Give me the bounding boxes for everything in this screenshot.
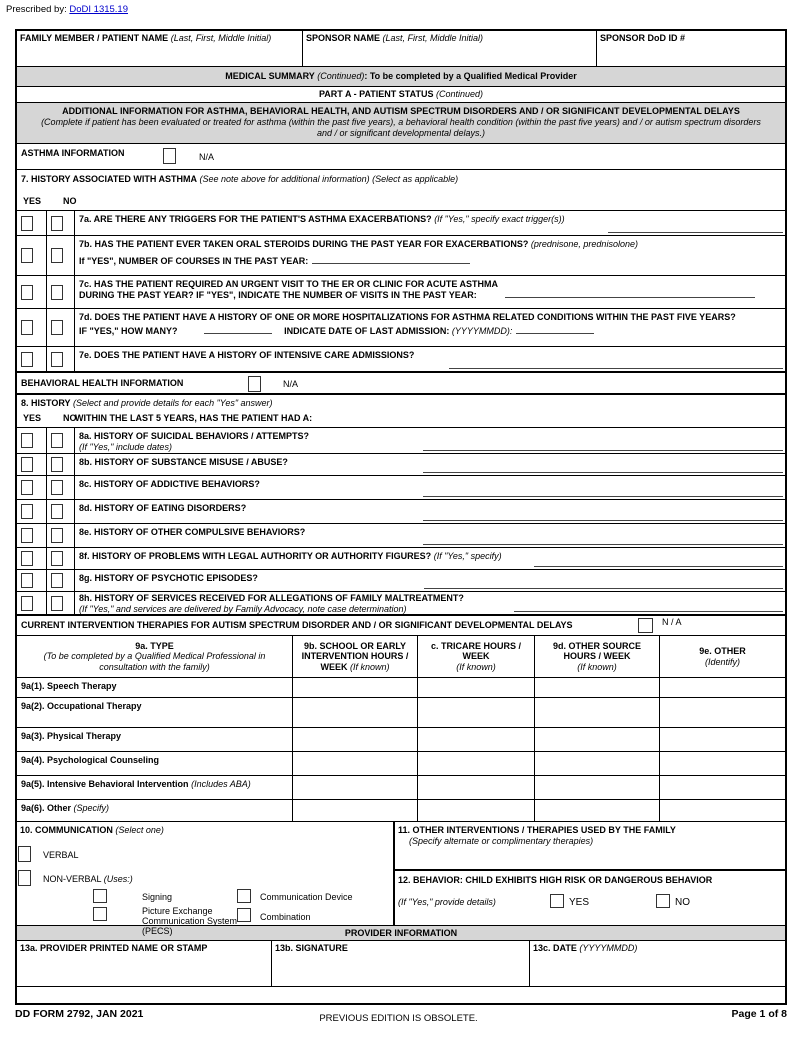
section7-title-hint: (See note above for additional information) (Select as applicable) [199, 174, 459, 184]
question-row-8e [17, 523, 785, 547]
therapy-row-intensive-behavioral: 9a(5). Intensive Behavioral Intervention (Includes ABA) [17, 775, 785, 799]
question-text-8e: 8e. HISTORY OF OTHER COMPULSIVE BEHAVIORS? [75, 524, 785, 547]
section11-other-interventions[interactable] [395, 822, 785, 871]
asthma-na-label: N/A [199, 152, 215, 162]
therapy-label: 9a(1). Speech Therapy [21, 681, 117, 691]
no-checkbox-7d[interactable] [51, 320, 63, 335]
no-checkbox-8b[interactable] [51, 457, 63, 472]
yes-checkbox-8f[interactable] [21, 551, 33, 566]
write-line-8e[interactable] [423, 544, 783, 545]
no-checkbox-8a[interactable] [51, 433, 63, 448]
question-text-8h: 8h. HISTORY OF SERVICES RECEIVED FOR ALLEGATIONS OF FAMILY MALTREATMENT? (If "Yes," and services are delivered by Family Advocacy, note case determination) [75, 592, 785, 614]
yes-cell-8h [17, 592, 47, 614]
yes-cell-7e [17, 347, 47, 371]
question-text-8b: 8b. HISTORY OF SUBSTANCE MISUSE / ABUSE? [75, 454, 785, 475]
yes-cell-8f [17, 548, 47, 569]
question-row-8f [17, 547, 785, 569]
sponsor-dod-id-label: SPONSOR DoD ID # [600, 33, 686, 43]
yes-cell-7c [17, 276, 47, 308]
current-intervention-na-checkbox[interactable] [638, 618, 653, 633]
no-cell-7c [47, 276, 75, 308]
no-checkbox-8e[interactable] [51, 528, 63, 543]
other-identify-cell[interactable] [660, 698, 785, 727]
current-intervention-caption: CURRENT INTERVENTION THERAPIES FOR AUTISM SPECTRUM DISORDER AND / OR SIGNIFICANT DEVELOPMENTAL DELAYS [21, 620, 573, 630]
behavioral-health-row [17, 371, 785, 393]
school-hours-cell[interactable] [293, 800, 418, 821]
verbal-label: VERBAL [43, 850, 79, 860]
additional-information-banner [17, 102, 785, 143]
section11-12-column [393, 822, 785, 925]
non-verbal-label: NON-VERBAL [43, 874, 102, 884]
therapy-label: 9a(3). Physical Therapy [21, 731, 122, 741]
page-number: Page 1 of 8 [731, 1008, 787, 1020]
therapy-label: 9a(4). Psychological Counseling [21, 755, 160, 765]
asthma-information-row [17, 143, 785, 169]
other-source-hours-cell[interactable] [535, 678, 660, 697]
section12-hint: (If "Yes," provide details) [398, 897, 496, 907]
other-source-hours-cell[interactable] [535, 800, 660, 821]
behavioral-na-checkbox[interactable] [248, 376, 261, 392]
part-a-banner [17, 86, 785, 102]
question-text-8a: 8a. HISTORY OF SUICIDAL BEHAVIORS / ATTEMPTS? (If "Yes," include dates) [75, 428, 785, 453]
no-checkbox-7a[interactable] [51, 216, 63, 231]
behavior-yes-label: YES [569, 897, 590, 908]
combination-label: Combination [260, 912, 311, 922]
question-text-7d: 7d. DOES THE PATIENT HAVE A HISTORY OF ONE OR MORE HOSPITALIZATIONS FOR ASTHMA RELATED CONDITIONS WITHIN THE PAST FIVE YEARS? IF "YES," HOW MANY? INDICATE DATE OF LAST ADMISSION: (YYYYMMDD): [79, 312, 736, 336]
section7-no-header: NO [63, 196, 77, 206]
yes-cell-8e [17, 524, 47, 547]
question-row-7b [17, 235, 785, 275]
part-a-continued: (Continued) [435, 89, 484, 99]
empty-bottom-row [17, 986, 785, 1003]
yes-checkbox-7d[interactable] [21, 320, 33, 335]
medical-summary-subtitle: : To be completed by a Qualified Medical Provider [364, 71, 577, 81]
provider-signature-field[interactable] [272, 941, 530, 986]
dd-form-2792-page [15, 29, 787, 1005]
question-row-8d [17, 499, 785, 523]
section7-title: 7. HISTORY ASSOCIATED WITH ASTHMA [21, 174, 198, 184]
yes-checkbox-8d[interactable] [21, 504, 33, 519]
no-checkbox-8d[interactable] [51, 504, 63, 519]
question-row-8b [17, 453, 785, 475]
behavior-no-label: NO [675, 897, 690, 908]
yes-checkbox-8c[interactable] [21, 480, 33, 495]
prescribed-by-line [6, 4, 128, 15]
no-cell-8a [47, 428, 75, 453]
section10-communication [17, 822, 393, 936]
no-cell-7d [47, 309, 75, 346]
write-line-8d[interactable] [423, 520, 783, 521]
write-line-8g[interactable] [424, 588, 783, 589]
section12-behavior [395, 871, 785, 924]
no-cell-8e [47, 524, 75, 547]
col-header-9e-other: 9e. OTHER (Identify) [699, 646, 746, 667]
behavior-no-checkbox[interactable] [656, 894, 670, 908]
question-row-7e [17, 346, 785, 371]
section8-title: 8. HISTORY [21, 398, 71, 408]
yes-checkbox-8a[interactable] [21, 433, 33, 448]
yes-cell-7d [17, 309, 47, 346]
therapy-label: 9a(2). Occupational Therapy [21, 701, 142, 711]
yes-cell-8g [17, 570, 47, 591]
no-cell-8h [47, 592, 75, 614]
other-identify-cell[interactable] [660, 800, 785, 821]
tricare-hours-cell[interactable] [418, 800, 535, 821]
write-line-8a[interactable] [423, 450, 783, 451]
no-checkbox-8c[interactable] [51, 480, 63, 495]
question-row-7c [17, 275, 785, 308]
col-header-9d-other-source-hours: 9d. OTHER SOURCE HOURS / WEEK (If known) [535, 636, 660, 677]
additional-information-note-2: and / or significant developmental delays.) [316, 128, 486, 138]
other-source-hours-cell[interactable] [535, 752, 660, 775]
additional-information-note-1: (Complete if patient has been evaluated or treated for asthma (within the past five years), a behavioral health condition (within the past five years) and / or autism spectrum disorders [41, 117, 761, 127]
identification-row [17, 31, 785, 66]
no-checkbox-8g[interactable] [51, 573, 63, 588]
provider-name-label: 13a. PROVIDER PRINTED NAME OR STAMP [20, 943, 208, 953]
therapy-row-occupational [17, 697, 785, 727]
yes-cell-8d [17, 500, 47, 523]
tricare-hours-cell[interactable] [418, 752, 535, 775]
dodi-1315-19-link[interactable]: DoDI 1315.19 [69, 4, 128, 15]
other-source-hours-cell[interactable] [535, 776, 660, 799]
section12-title: 12. BEHAVIOR: CHILD EXHIBITS HIGH RISK OR DANGEROUS BEHAVIOR [398, 875, 713, 885]
pecs-label: Picture Exchange Communication System (PECS) [142, 906, 238, 936]
asthma-na-checkbox[interactable] [163, 148, 176, 164]
yes-checkbox-8h[interactable] [21, 596, 33, 611]
col-header-9b-school-hours: 9b. SCHOOL OR EARLY INTERVENTION HOURS / WEEK (If known) [293, 636, 418, 677]
provider-row [17, 940, 785, 986]
section7-yes-header: YES [23, 196, 42, 206]
patient-name-hint: (Last, First, Middle Initial) [170, 33, 272, 43]
provider-name-field[interactable] [17, 941, 272, 986]
behavior-yes-checkbox[interactable] [550, 894, 564, 908]
question-text-7b: 7b. HAS THE PATIENT EVER TAKEN ORAL STEROIDS DURING THE PAST YEAR FOR EXACERBATIONS? (prednisone, prednisolone) If "YES", NUMBER OF COURSES IN THE PAST YEAR: [79, 239, 638, 266]
question-text-8f: 8f. HISTORY OF PROBLEMS WITH LEGAL AUTHORITY OR AUTHORITY FIGURES? (If "Yes," specify) [75, 548, 785, 569]
patient-name-label: FAMILY MEMBER / PATIENT NAME [20, 33, 169, 43]
non-verbal-checkbox[interactable] [18, 870, 31, 886]
yes-cell-8c [17, 476, 47, 499]
no-cell-8d [47, 500, 75, 523]
provider-date-label: 13c. DATE [533, 943, 577, 953]
question-text-7e: 7e. DOES THE PATIENT HAVE A HISTORY OF INTENSIVE CARE ADMISSIONS? [75, 347, 785, 371]
write-line-7a[interactable] [608, 232, 783, 233]
section7-header [17, 169, 785, 210]
no-cell-8b [47, 454, 75, 475]
yes-cell-7b [17, 236, 47, 275]
school-hours-cell[interactable] [293, 728, 418, 751]
no-checkbox-8h[interactable] [51, 596, 63, 611]
provider-signature-label: 13b. SIGNATURE [275, 943, 348, 953]
question-row-8h [17, 591, 785, 614]
tricare-hours-cell[interactable] [418, 678, 535, 697]
therapy-label: 9a(6). Other [21, 803, 72, 813]
provider-date-format-hint: (YYYYMMDD) [579, 943, 638, 953]
therapy-row-physical [17, 727, 785, 751]
no-cell-7e [47, 347, 75, 371]
behavioral-na-label: N/A [283, 379, 299, 389]
form-number-footer: DD FORM 2792, JAN 2021 [15, 1008, 144, 1020]
other-identify-cell[interactable] [660, 776, 785, 799]
combination-checkbox[interactable] [237, 908, 251, 922]
therapies-table-header [17, 635, 785, 677]
tricare-hours-cell[interactable] [418, 776, 535, 799]
no-checkbox-7e[interactable] [51, 352, 63, 367]
no-cell-8f [47, 548, 75, 569]
non-verbal-uses-hint: (Uses:) [103, 874, 133, 884]
no-cell-8g [47, 570, 75, 591]
school-hours-cell[interactable] [293, 752, 418, 775]
question-text-8c: 8c. HISTORY OF ADDICTIVE BEHAVIORS? [75, 476, 785, 499]
yes-checkbox-7c[interactable] [21, 285, 33, 300]
write-line-7c[interactable] [505, 290, 755, 298]
yes-cell-8b [17, 454, 47, 475]
no-checkbox-8f[interactable] [51, 551, 63, 566]
current-intervention-row [17, 614, 785, 635]
asthma-information-label: ASTHMA INFORMATION [21, 148, 125, 158]
yes-checkbox-7b[interactable] [21, 248, 33, 263]
question-text-7a: 7a. ARE THERE ANY TRIGGERS FOR THE PATIENT'S ASTHMA EXACERBATIONS? (If "Yes," specify exact trigger(s)) [75, 211, 785, 235]
write-line-8b[interactable] [423, 472, 783, 473]
write-line-8h[interactable] [514, 611, 783, 612]
provider-information-banner: PROVIDER INFORMATION [17, 925, 785, 940]
school-hours-cell[interactable] [293, 698, 418, 727]
sponsor-dod-id-field[interactable] [597, 31, 785, 66]
yes-checkbox-7e[interactable] [21, 352, 33, 367]
col-header-9a-type: 9a. TYPE (To be completed by a Qualified Medical Professional in consultation with the family) [17, 636, 293, 677]
sponsor-name-field[interactable] [303, 31, 597, 66]
sponsor-name-hint: (Last, First, Middle Initial) [382, 33, 484, 43]
school-hours-cell[interactable] [293, 678, 418, 697]
school-hours-cell[interactable] [293, 776, 418, 799]
write-line-8c[interactable] [423, 496, 783, 497]
tricare-hours-cell[interactable] [418, 728, 535, 751]
section8-no-header: NO [63, 413, 77, 423]
therapy-row-other: 9a(6). Other (Specify) [17, 799, 785, 821]
therapy-row-psychological [17, 751, 785, 775]
patient-name-field[interactable] [17, 31, 303, 66]
other-identify-cell[interactable] [660, 678, 785, 697]
current-intervention-na-label: N / A [662, 617, 682, 627]
tricare-hours-cell[interactable] [418, 698, 535, 727]
section8-header [17, 393, 785, 427]
yes-cell-8a [17, 428, 47, 453]
prescribed-by-label: Prescribed by: [6, 4, 67, 15]
other-source-hours-cell[interactable] [535, 728, 660, 751]
no-cell-7b [47, 236, 75, 275]
no-checkbox-7c[interactable] [51, 285, 63, 300]
sponsor-name-label: SPONSOR NAME [306, 33, 381, 43]
part-a-title: PART A - PATIENT STATUS [318, 89, 434, 99]
therapy-row-speech [17, 677, 785, 697]
write-line-8f[interactable] [534, 566, 783, 567]
additional-information-title: ADDITIONAL INFORMATION FOR ASTHMA, BEHAVIORAL HEALTH, AND AUTISM SPECTRUM DISORDERS AND / OR SIGNIFICANT DEVELOPMENTAL DELAYS [62, 106, 740, 116]
write-line-7b[interactable] [312, 256, 470, 264]
col-header-9c-tricare-hours: c. TRICARE HOURS / WEEK (If known) [418, 636, 535, 677]
question-row-8a [17, 427, 785, 453]
question-row-8c [17, 475, 785, 499]
no-checkbox-7b[interactable] [51, 248, 63, 263]
yes-checkbox-8b[interactable] [21, 457, 33, 472]
section11-title: 11. OTHER INTERVENTIONS / THERAPIES USED BY THE FAMILY [398, 825, 676, 835]
communication-device-checkbox[interactable] [237, 889, 251, 903]
no-cell-8c [47, 476, 75, 499]
question-text-8d: 8d. HISTORY OF EATING DISORDERS? [75, 500, 785, 523]
no-cell-7a [47, 211, 75, 235]
other-identify-cell[interactable] [660, 728, 785, 751]
question-row-7d [17, 308, 785, 346]
write-line-7e[interactable] [449, 368, 783, 369]
provider-date-field[interactable] [530, 941, 783, 986]
yes-cell-7a [17, 211, 47, 235]
previous-edition-note: PREVIOUS EDITION IS OBSOLETE. [319, 1013, 478, 1024]
question-row-8g [17, 569, 785, 591]
section8-title-hint: (Select and provide details for each "Yes" answer) [73, 398, 273, 408]
yes-checkbox-8g[interactable] [21, 573, 33, 588]
pecs-checkbox[interactable] [93, 907, 107, 921]
signing-checkbox[interactable] [93, 889, 107, 903]
yes-checkbox-8e[interactable] [21, 528, 33, 543]
write-line-7d-date[interactable] [516, 326, 594, 334]
communication-device-label: Communication Device [260, 892, 353, 902]
section8-subheader: WITHIN THE LAST 5 YEARS, HAS THE PATIENT HAD A: [75, 413, 313, 423]
section11-hint: (Specify alternate or complimentary therapies) [409, 836, 594, 846]
question-text-7c: 7c. HAS THE PATIENT REQUIRED AN URGENT VISIT TO THE ER OR CLINIC FOR ACUTE ASTHMA DURING THE PAST YEAR? IF "YES", INDICATE THE NUMBER OF VISITS IN THE PAST YEAR: [75, 276, 785, 308]
section8-yes-header: YES [23, 413, 42, 423]
behavioral-health-label: BEHAVIORAL HEALTH INFORMATION [21, 378, 184, 388]
verbal-checkbox[interactable] [18, 846, 31, 862]
section10-title-hint: (Select one) [115, 825, 164, 835]
signing-label: Signing [142, 892, 173, 902]
question-text-8g: 8g. HISTORY OF PSYCHOTIC EPISODES? [75, 570, 785, 591]
section10-title: 10. COMMUNICATION [20, 825, 113, 835]
other-source-hours-cell[interactable] [535, 698, 660, 727]
write-line-7d-count[interactable] [204, 326, 272, 334]
therapy-label: 9a(5). Intensive Behavioral Intervention [21, 779, 189, 789]
medical-summary-continued: (Continued) [317, 71, 365, 81]
medical-summary-title: MEDICAL SUMMARY [225, 71, 315, 81]
question-row-7a [17, 210, 785, 235]
medical-summary-banner [17, 66, 785, 86]
yes-checkbox-7a[interactable] [21, 216, 33, 231]
other-identify-cell[interactable] [660, 752, 785, 775]
